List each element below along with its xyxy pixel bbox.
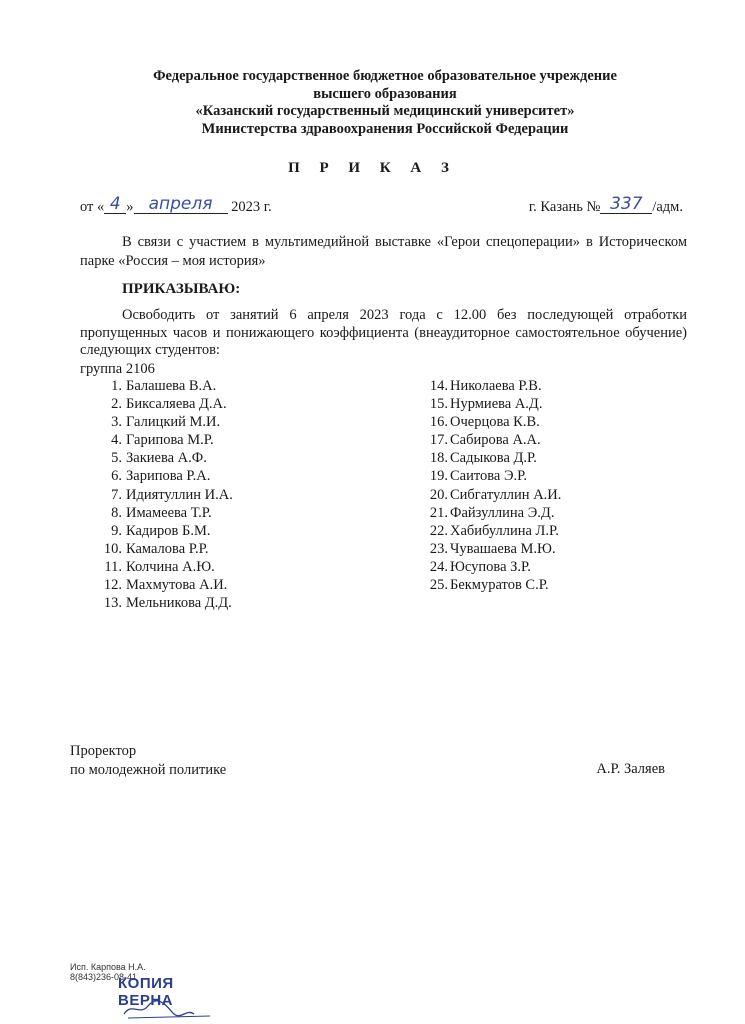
list-number: 17. bbox=[429, 432, 448, 449]
list-item bbox=[80, 558, 233, 576]
student-list-right bbox=[420, 377, 561, 594]
student-name: Гарипова М.Р. bbox=[126, 432, 214, 449]
list-item bbox=[420, 413, 561, 431]
list-number: 7. bbox=[111, 486, 122, 503]
date-day-handwritten: 4 bbox=[104, 195, 126, 214]
copy-certified-stamp bbox=[114, 972, 224, 1022]
student-name: Зарипова Р.А. bbox=[126, 468, 211, 485]
student-name: Садыкова Д.Р. bbox=[450, 450, 537, 467]
student-name: Нурмиева А.Д. bbox=[450, 396, 543, 413]
student-list-left bbox=[80, 377, 233, 612]
header-line-2: высшего образования bbox=[313, 85, 457, 102]
list-number: 15. bbox=[429, 396, 448, 413]
list-item bbox=[80, 449, 233, 467]
list-number: 12. bbox=[103, 577, 122, 594]
list-number: 9. bbox=[111, 522, 122, 539]
stamp-text: КОПИЯ ВЕРНА bbox=[118, 975, 174, 1009]
list-item bbox=[80, 576, 233, 594]
list-number: 21. bbox=[429, 504, 448, 521]
student-name: Сибгатуллин А.И. bbox=[450, 486, 562, 503]
list-item bbox=[420, 522, 561, 540]
list-number: 6. bbox=[111, 468, 122, 485]
list-item bbox=[80, 431, 233, 449]
list-item bbox=[420, 395, 561, 413]
signatory-name: А.Р. Заляев bbox=[596, 761, 665, 777]
list-item bbox=[420, 504, 561, 522]
list-item bbox=[80, 486, 233, 504]
institution-header bbox=[80, 68, 690, 138]
header-line-1: Федеральное государственное бюджетное образовательное учреждение bbox=[153, 68, 617, 84]
list-number: 18. bbox=[429, 450, 448, 467]
order-command: ПРИКАЗЫВАЮ: bbox=[122, 281, 241, 297]
student-name: Файзуллина Э.Д. bbox=[450, 504, 555, 521]
student-name: Имамеева Т.Р. bbox=[126, 504, 212, 521]
executor-phone: 8(843)236-08-41 bbox=[70, 972, 138, 982]
student-name: Кадиров Б.М. bbox=[126, 522, 211, 539]
list-number: 23. bbox=[429, 540, 448, 557]
release-paragraph: Освободить от занятий 6 апреля 2023 года с 12.00 без последующей отработки пропущенных часов и понижающего коэффициента (внеаудиторное самостоятельное обучение) следующих студентов: bbox=[80, 307, 687, 358]
order-number bbox=[528, 194, 683, 216]
student-name: Хабибуллина Л.Р. bbox=[450, 522, 559, 539]
list-item bbox=[420, 576, 561, 594]
signatory-title-line-2: по молодежной политике bbox=[70, 762, 227, 778]
list-number: 19. bbox=[429, 468, 448, 485]
list-number: 5. bbox=[111, 450, 122, 467]
list-number: 11. bbox=[104, 558, 122, 575]
list-number: 14. bbox=[429, 378, 448, 394]
student-name: Закиева А.Ф. bbox=[126, 450, 207, 467]
list-item bbox=[80, 413, 233, 431]
list-item bbox=[420, 540, 561, 558]
student-name: Биксаляева Д.А. bbox=[126, 396, 227, 413]
student-name: Колчина А.Ю. bbox=[126, 558, 215, 575]
executor-name: Исп. Карпова Н.А. bbox=[70, 962, 146, 972]
list-number: 20. bbox=[429, 486, 448, 503]
list-item bbox=[80, 377, 233, 395]
city-suffix: /адм. bbox=[652, 199, 683, 215]
signatory-title bbox=[70, 742, 226, 780]
student-name: Юсупова З.Р. bbox=[450, 558, 531, 575]
list-number: 3. bbox=[111, 414, 122, 431]
date-prefix: от « bbox=[80, 199, 105, 215]
order-number-handwritten: 337 bbox=[600, 195, 652, 214]
list-item bbox=[80, 504, 233, 522]
list-number: 10. bbox=[103, 540, 122, 557]
list-item bbox=[420, 377, 561, 395]
student-name: Чувашаева М.Ю. bbox=[450, 540, 556, 557]
list-item bbox=[420, 431, 561, 449]
list-item bbox=[80, 540, 233, 558]
date-mid: » bbox=[126, 199, 134, 215]
list-item bbox=[420, 467, 561, 485]
date-month-handwritten: апреля bbox=[134, 195, 228, 214]
student-name: Камалова Р.Р. bbox=[126, 540, 209, 557]
header-line-3: «Казанский государственный медицинский университет» bbox=[195, 103, 575, 119]
list-item bbox=[80, 467, 233, 485]
student-name: Очерцова К.В. bbox=[450, 414, 540, 431]
signature-scribble-icon bbox=[114, 972, 224, 1022]
student-name: Николаева Р.В. bbox=[450, 378, 542, 394]
student-name: Галицкий М.И. bbox=[126, 414, 221, 431]
header-line-4: Министерства здравоохранения Российской Федерации bbox=[201, 120, 569, 137]
student-name: Бекмуратов С.Р. bbox=[450, 577, 549, 594]
student-name: Идиятуллин И.А. bbox=[126, 486, 233, 503]
order-date bbox=[80, 194, 272, 216]
list-number: 24. bbox=[429, 558, 448, 575]
list-number: 16. bbox=[429, 414, 448, 431]
order-title: П Р И К А З bbox=[288, 160, 457, 176]
list-item bbox=[80, 594, 233, 612]
date-year: 2023 г. bbox=[231, 199, 272, 215]
list-number: 8. bbox=[111, 504, 122, 521]
list-item bbox=[420, 449, 561, 467]
list-number: 25. bbox=[429, 577, 448, 594]
intro-paragraph: В связи с участием в мультимедийной выставке «Герои спецоперации» в Историческом парке «Россия – моя история» bbox=[80, 234, 687, 269]
signatory-title-line-1: Проректор bbox=[70, 743, 137, 759]
student-name: Мельникова Д.Д. bbox=[126, 595, 232, 612]
city-prefix: г. Казань № bbox=[528, 199, 601, 215]
group-label: группа 2106 bbox=[80, 361, 155, 377]
student-name: Сабирова А.А. bbox=[450, 432, 541, 449]
list-number: 2. bbox=[111, 396, 122, 413]
student-name: Махмутова А.И. bbox=[126, 577, 228, 594]
list-number: 4. bbox=[111, 432, 122, 449]
list-item bbox=[420, 486, 561, 504]
list-number: 22. bbox=[429, 522, 448, 539]
list-number: 1. bbox=[111, 378, 122, 394]
student-name: Балашева В.А. bbox=[126, 378, 217, 394]
list-item bbox=[420, 558, 561, 576]
list-number: 13. bbox=[103, 595, 122, 612]
list-item bbox=[80, 522, 233, 540]
student-name: Саитова Э.Р. bbox=[450, 468, 528, 485]
list-item bbox=[80, 395, 233, 413]
